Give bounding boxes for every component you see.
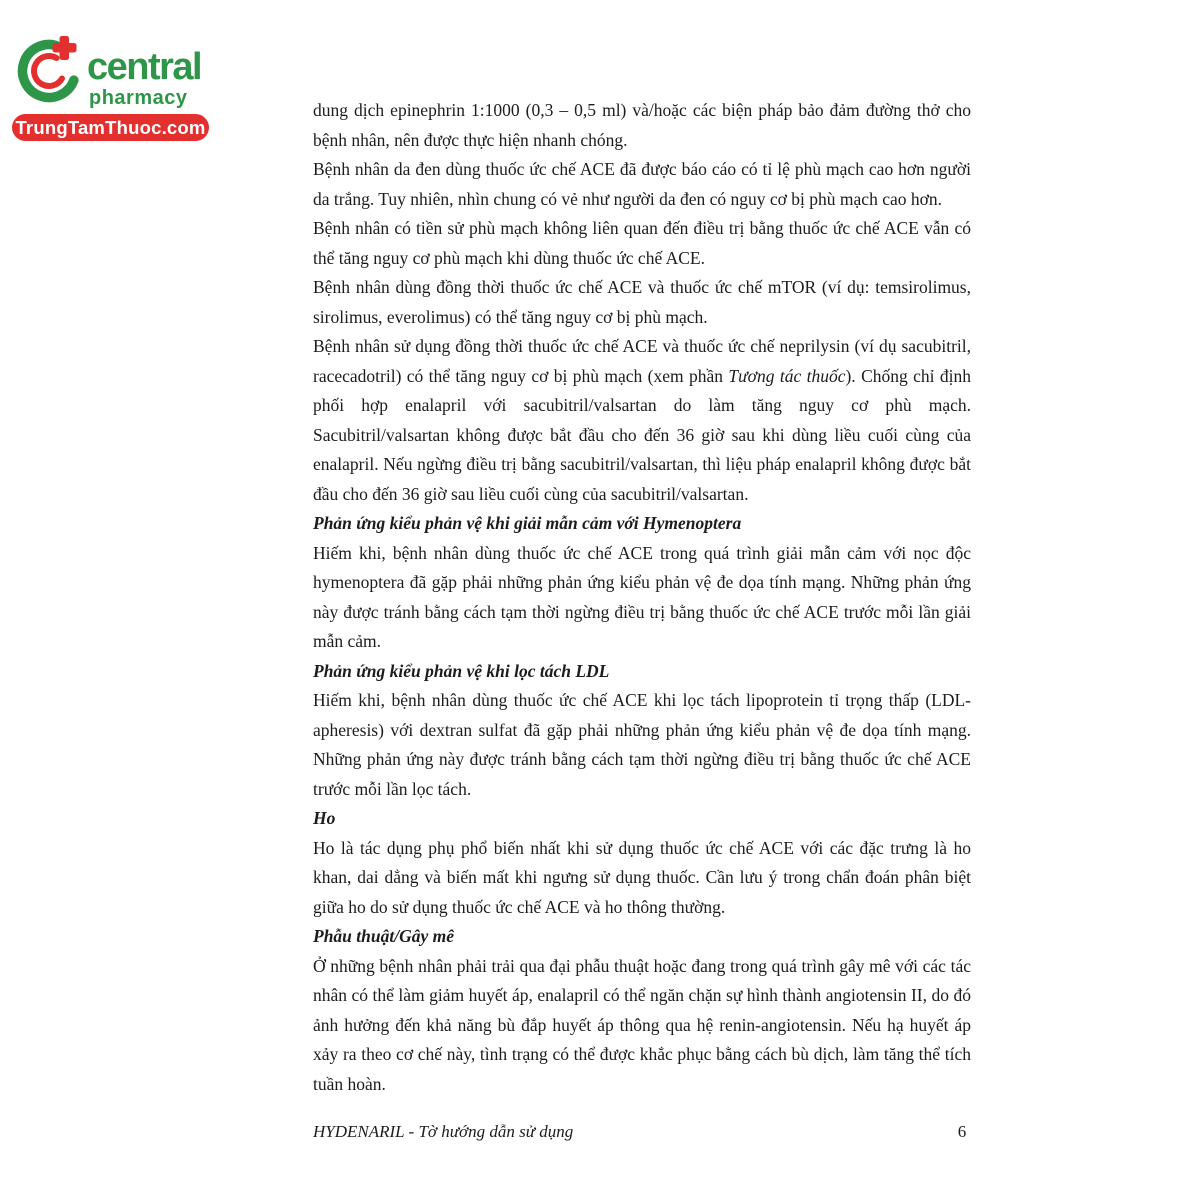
paragraph: Bệnh nhân dùng đồng thời thuốc ức chế ACE và thuốc ức chế mTOR (ví dụ: temsirolimus, sirolimus, everolimus) có thể tăng nguy cơ bị phù mạch. xyxy=(313,277,971,327)
brand-name: central xyxy=(87,46,202,88)
paragraph xyxy=(313,332,971,509)
footer-doc-title: HYDENARIL - Tờ hướng dẫn sử dụng xyxy=(313,1122,574,1141)
paragraph: Bệnh nhân da đen dùng thuốc ức chế ACE đã được báo cáo có tỉ lệ phù mạch cao hơn người da trắng. Tuy nhiên, nhìn chung có vẻ như người da đen có nguy cơ bị phù mạch cao hơn. xyxy=(313,159,971,209)
paragraph: Bệnh nhân có tiền sử phù mạch không liên quan đến điều trị bằng thuốc ức chế ACE vẫn có thể tăng nguy cơ phù mạch khi dùng thuốc ức chế ACE. xyxy=(313,218,971,268)
section-heading: Phản ứng kiểu phản vệ khi lọc tách LDL xyxy=(313,660,610,681)
paragraph: Hiếm khi, bệnh nhân dùng thuốc ức chế ACE khi lọc tách lipoprotein tỉ trọng thấp (LDL-apheresis) với dextran sulfat đã gặp phải những phản ứng kiểu phản vệ đe dọa tính mạng. Những phản ứng này được tránh bằng cách tạm thời ngừng điều trị bằng thuốc ức chế ACE trước mỗi lần lọc tách. xyxy=(313,690,971,799)
brand-banner: TrungTamThuoc.com xyxy=(12,114,209,141)
pharmacy-logo xyxy=(12,28,232,146)
page-number: 6 xyxy=(957,1122,967,1141)
paragraph: dung dịch epinephrin 1:1000 (0,3 – 0,5 ml) và/hoặc các biện pháp bảo đảm đường thở cho bệnh nhân, nên được thực hiện nhanh chóng. xyxy=(313,100,971,150)
paragraph-text: Bệnh nhân sử dụng đồng thời thuốc ức chế ACE và thuốc ức chế neprilysin (ví dụ sacubitril, racecadotril) có thể tăng nguy cơ bị phù mạch (xem phần xyxy=(313,336,971,386)
central-pharmacy-logo-icon xyxy=(14,32,84,110)
italic-reference: Tương tác thuốc xyxy=(728,365,846,386)
paragraph: Ở những bệnh nhân phải trải qua đại phẫu thuật hoặc đang trong quá trình gây mê với các tác nhân có thể làm giảm huyết áp, enalapril có thể ngăn chặn sự hình thành angiotensin II, do đó ảnh hưởng đến khả năng bù đắp huyết áp thông qua hệ renin-angiotensin. Nếu hạ huyết áp xảy ra theo cơ chế này, tình trạng có thể được khắc phục bằng cách bù dịch, làm tăng thể tích tuần hoàn. xyxy=(313,955,971,1094)
paragraph-text: ). Chống chỉ định phối hợp enalapril với sacubitril/valsartan do làm tăng nguy cơ phù mạch. Sacubitril/valsartan không được bắt đầu cho đến 36 giờ sau khi dùng liều cuối cùng của enalapril. Nếu ngừng điều trị bằng sacubitril/valsartan, thì liệu pháp enalapril không được bắt đầu cho đến 36 giờ sau liều cuối cùng của sacubitril/valsartan. xyxy=(313,365,971,504)
document-body xyxy=(313,96,971,1099)
paragraph: Hiếm khi, bệnh nhân dùng thuốc ức chế ACE trong quá trình giải mẫn cảm với nọc độc hymenoptera đã gặp phải những phản ứng kiểu phản vệ đe dọa tính mạng. Những phản ứng này được tránh bằng cách tạm thời ngừng điều trị bằng thuốc ức chế ACE trước mỗi lần giải mẫn cảm. xyxy=(313,542,971,651)
brand-subtitle: pharmacy xyxy=(89,87,188,109)
section-heading: Ho xyxy=(313,808,336,828)
section-heading: Phẫu thuật/Gây mê xyxy=(313,926,454,946)
paragraph: Ho là tác dụng phụ phổ biến nhất khi sử dụng thuốc ức chế ACE với các đặc trưng là ho khan, dai dẳng và biến mất khi ngưng sử dụng thuốc. Cần lưu ý trong chẩn đoán phân biệt giữa ho do sử dụng thuốc ức chế ACE và ho thông thường. xyxy=(313,837,971,917)
section-heading: Phản ứng kiểu phản vệ khi giải mẫn cảm với Hymenoptera xyxy=(313,513,742,533)
